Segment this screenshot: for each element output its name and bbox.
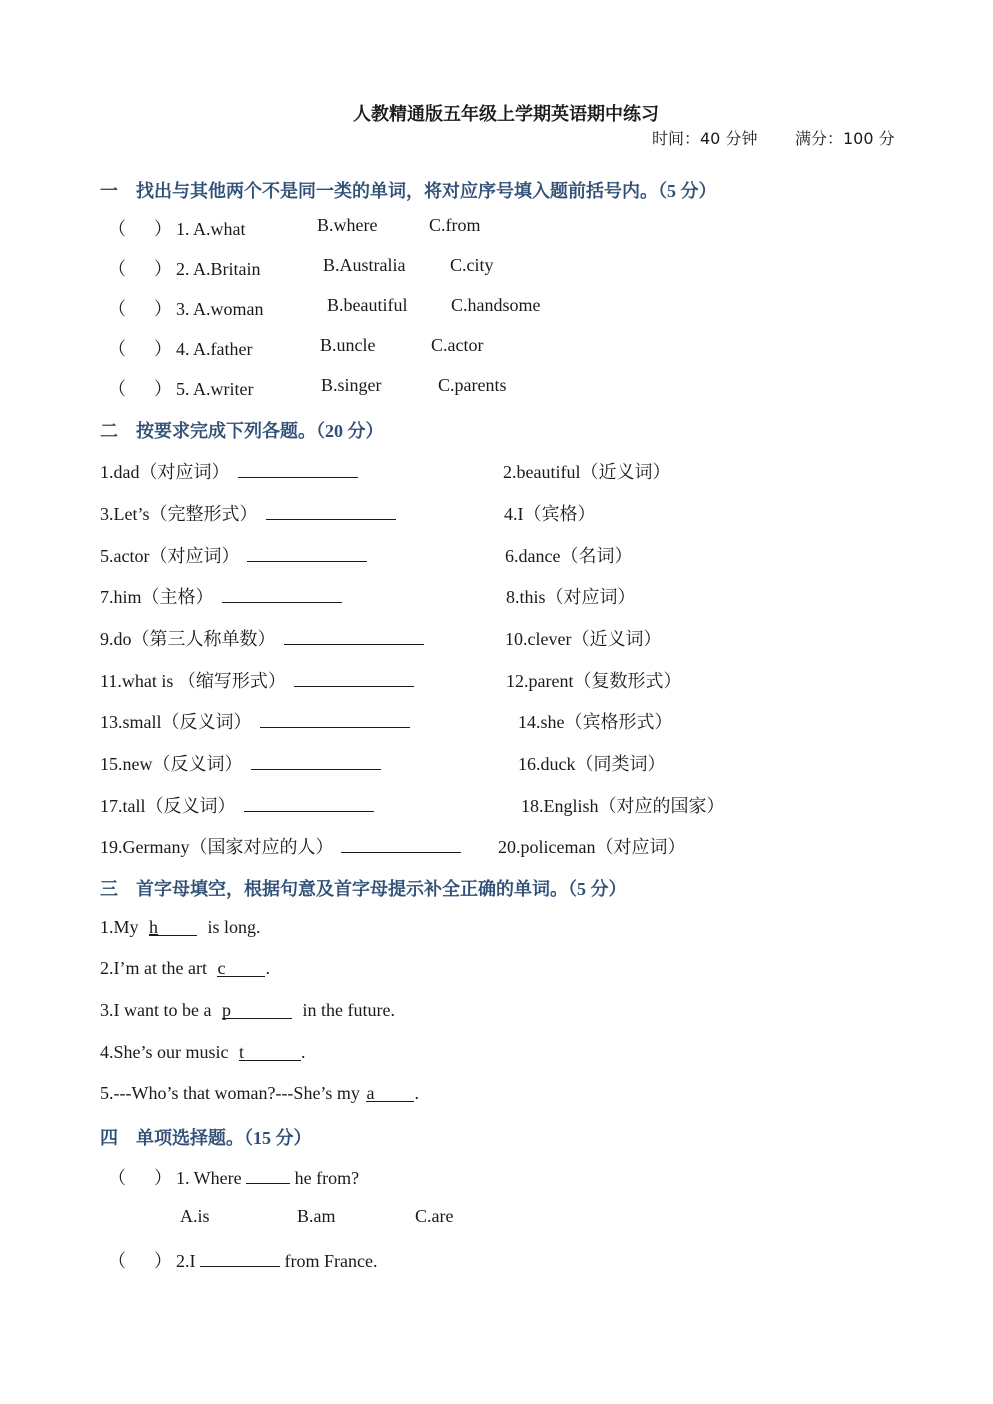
fill-item-3 <box>100 1000 395 1021</box>
fill-item-pre: 2.I’m at the art <box>100 958 207 978</box>
fill-item-post: is long. <box>207 917 261 937</box>
fill-item-2 <box>100 958 270 979</box>
option-a[interactable]: 3. A.woman <box>176 299 264 319</box>
answer-blank[interactable]: c <box>217 958 265 977</box>
transform-item-5: 5.actor（对应词） <box>100 542 367 568</box>
option-c[interactable]: C.handsome <box>451 295 541 315</box>
option-a[interactable]: A.is <box>180 1206 210 1226</box>
option-c[interactable]: C.city <box>450 255 494 275</box>
transform-item-2: 2.beautiful（近义词） <box>503 462 671 482</box>
answer-blank[interactable] <box>244 793 374 812</box>
answer-blank[interactable] <box>266 501 396 520</box>
transform-item-9: 9.do（第三人称单数） <box>100 625 424 651</box>
fill-item-5 <box>100 1083 419 1104</box>
option-b[interactable]: B.where <box>317 215 378 235</box>
answer-blank[interactable]: t <box>239 1042 301 1061</box>
sort-item-1 <box>108 215 246 241</box>
transform-item-14: 14.she（宾格形式） <box>518 712 673 732</box>
answer-blank[interactable] <box>341 834 461 853</box>
option-b[interactable]: B.am <box>297 1206 336 1226</box>
answer-blank[interactable] <box>260 709 410 728</box>
answer-parentheses[interactable]: （ ） <box>108 259 172 279</box>
answer-parentheses[interactable]: （ ） <box>108 1168 172 1188</box>
transform-item-4: 4.I（宾格） <box>504 504 596 524</box>
option-c[interactable]: C.are <box>415 1206 454 1226</box>
option-c[interactable]: C.from <box>429 215 481 235</box>
option-a[interactable]: 1. A.what <box>176 219 246 239</box>
option-c[interactable]: C.parents <box>438 375 507 395</box>
answer-blank[interactable] <box>247 543 367 562</box>
option-b[interactable]: B.uncle <box>320 335 376 355</box>
option-c[interactable]: C.actor <box>431 335 484 355</box>
answer-blank[interactable] <box>251 751 381 770</box>
transform-item-12: 12.parent（复数形式） <box>506 671 682 691</box>
answer-blank[interactable] <box>246 1165 290 1184</box>
section-1-heading: 一 找出与其他两个不是同一类的单词，将对应序号填入题前括号内。（5 分） <box>100 181 717 201</box>
transform-item-20: 20.policeman（对应词） <box>498 837 686 857</box>
answer-blank[interactable] <box>200 1248 280 1267</box>
exam-time: 时间：40 分钟 <box>652 129 758 148</box>
option-a[interactable]: 5. A.writer <box>176 379 254 399</box>
transform-item-19: 19.Germany（国家对应的人） <box>100 833 461 859</box>
exam-score: 满分：100 分 <box>795 129 895 148</box>
answer-blank[interactable]: p <box>222 1000 292 1019</box>
section-3-heading: 三 首字母填空，根据句意及首字母提示补全正确的单词。（5 分） <box>100 879 627 899</box>
transform-item-11: 11.what is （缩写形式） <box>100 667 414 693</box>
fill-item-post: . <box>265 958 270 978</box>
answer-parentheses[interactable]: （ ） <box>108 339 172 359</box>
fill-item-post: in the future. <box>302 1000 395 1020</box>
page-title: 人教精通版五年级上学期英语期中练习 <box>353 104 659 124</box>
transform-item-3: 3.Let’s（完整形式） <box>100 500 396 526</box>
answer-blank[interactable] <box>284 626 424 645</box>
answer-blank[interactable] <box>222 584 342 603</box>
fill-item-1 <box>100 917 261 938</box>
option-a[interactable]: 2. A.Britain <box>176 259 261 279</box>
sort-item-3 <box>108 295 264 321</box>
transform-item-7: 7.him（主格） <box>100 583 342 609</box>
option-b[interactable]: B.singer <box>321 375 382 395</box>
transform-item-13: 13.small（反义词） <box>100 708 410 734</box>
answer-blank[interactable] <box>238 459 358 478</box>
transform-item-8: 8.this（对应词） <box>506 587 636 607</box>
answer-parentheses[interactable]: （ ） <box>108 379 172 399</box>
answer-parentheses[interactable]: （ ） <box>108 219 172 239</box>
answer-parentheses[interactable]: （ ） <box>108 299 172 319</box>
transform-item-10: 10.clever（近义词） <box>505 629 662 649</box>
fill-item-4 <box>100 1042 306 1063</box>
option-b[interactable]: B.beautiful <box>327 295 408 315</box>
answer-blank[interactable]: h <box>149 917 197 936</box>
option-a[interactable]: 4. A.father <box>176 339 253 359</box>
answer-blank[interactable] <box>294 668 414 687</box>
option-b[interactable]: B.Australia <box>323 255 406 275</box>
transform-item-15: 15.new（反义词） <box>100 750 381 776</box>
transform-item-16: 16.duck（同类词） <box>518 754 666 774</box>
fill-item-pre: 3.I want to be a <box>100 1000 212 1020</box>
sort-item-2 <box>108 255 261 281</box>
choice-question-2: （ ） 2.I from France. <box>108 1247 377 1273</box>
fill-item-pre: 4.She’s our music <box>100 1042 229 1062</box>
section-2-heading: 二 按要求完成下列各题。（20 分） <box>100 421 384 441</box>
answer-blank[interactable]: a <box>366 1083 414 1102</box>
choice-question-1: （ ） 1. Where he from? <box>108 1164 359 1190</box>
fill-item-pre: 1.My <box>100 917 139 937</box>
transform-item-1: 1.dad（对应词） <box>100 458 358 484</box>
fill-item-post: . <box>301 1042 306 1062</box>
sort-item-4 <box>108 335 252 361</box>
section-4-heading: 四 单项选择题。（15 分） <box>100 1128 312 1148</box>
transform-item-17: 17.tall（反义词） <box>100 792 374 818</box>
answer-parentheses[interactable]: （ ） <box>108 1251 172 1271</box>
sort-item-5 <box>108 375 253 401</box>
transform-item-18: 18.English（对应的国家） <box>521 796 725 816</box>
transform-item-6: 6.dance（名词） <box>505 546 633 566</box>
fill-item-post: . <box>414 1083 419 1103</box>
fill-item-pre: 5.---Who’s that woman?---She’s my <box>100 1083 360 1103</box>
